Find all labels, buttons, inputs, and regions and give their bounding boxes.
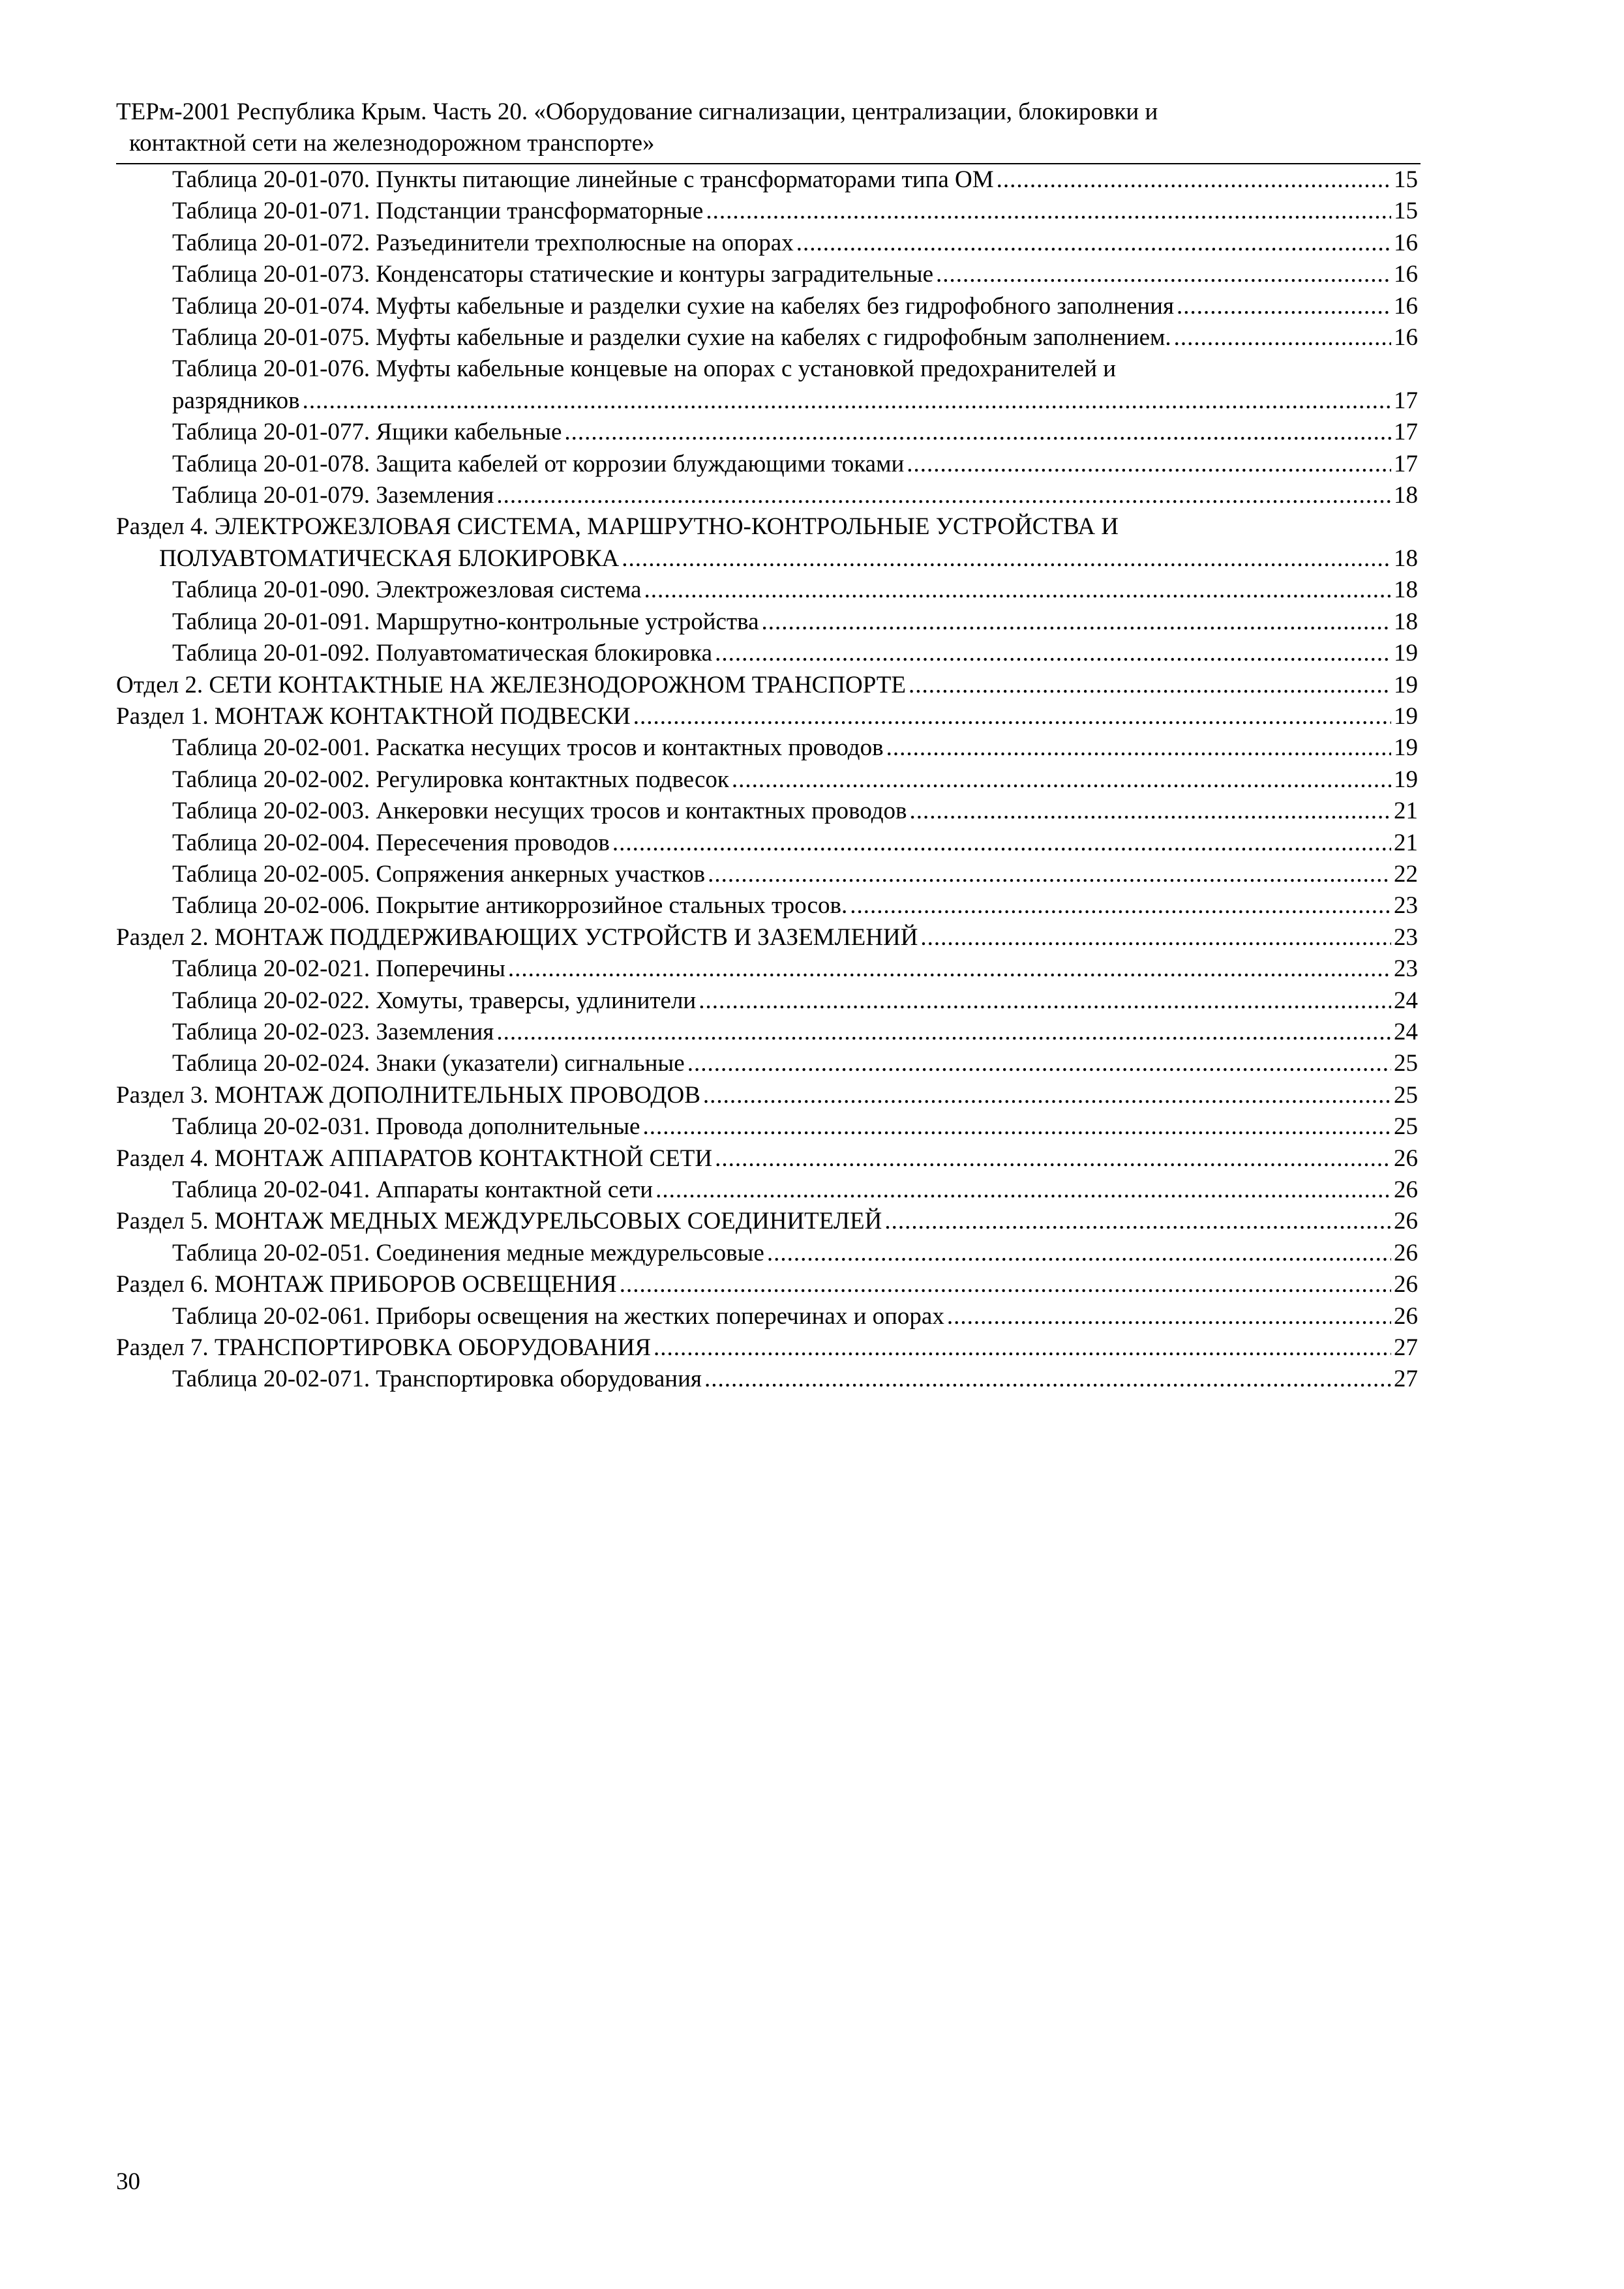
toc-page-number: 26	[1394, 1208, 1418, 1235]
toc-entry-title: Таблица 20-02-001. Раскатка несущих тросов и контактных проводов	[172, 734, 884, 762]
toc-table-entry[interactable]	[116, 353, 1418, 417]
toc-entry-title: Таблица 20-02-002. Регулировка контактных подвесок	[172, 766, 729, 793]
toc-page-number: 16	[1394, 261, 1418, 288]
toc-entry-title: Раздел 3. МОНТАЖ ДОПОЛНИТЕЛЬНЫХ ПРОВОДОВ	[116, 1081, 700, 1109]
toc-table-entry[interactable]	[116, 764, 1418, 796]
dot-leader	[706, 196, 1391, 227]
dot-leader	[687, 1048, 1391, 1079]
dot-leader	[907, 449, 1391, 480]
dot-leader	[886, 732, 1391, 764]
toc-table-entry[interactable]	[116, 259, 1418, 290]
toc-table-entry[interactable]	[116, 732, 1418, 764]
toc-section-entry[interactable]	[116, 1080, 1418, 1111]
toc-entry-title: Таблица 20-01-092. Полуавтоматическая блокировка	[172, 640, 713, 667]
toc-table-entry[interactable]	[116, 890, 1418, 921]
toc-page-number: 26	[1394, 1271, 1418, 1298]
toc-page-number: 18	[1394, 545, 1418, 572]
toc-entry-title: Таблица 20-01-071. Подстанции трансформаторные	[172, 198, 704, 225]
toc-page-number: 16	[1394, 229, 1418, 256]
toc-page-number: 25	[1394, 1050, 1418, 1077]
toc-entry-title: Таблица 20-01-091. Маршрутно-контрольные устройства	[172, 608, 759, 635]
dot-leader	[654, 1332, 1391, 1364]
toc-page-number: 23	[1394, 923, 1418, 951]
toc-entry-title: Таблица 20-02-021. Поперечины	[172, 955, 505, 983]
toc-table-entry[interactable]	[116, 291, 1418, 322]
toc-entry-title: Таблица 20-02-003. Анкеровки несущих тросов и контактных проводов	[172, 798, 907, 825]
dot-leader	[796, 228, 1391, 259]
toc-table-entry[interactable]	[116, 1017, 1418, 1048]
toc-table-entry[interactable]	[116, 638, 1418, 669]
toc-table-entry[interactable]	[116, 1364, 1418, 1395]
toc-page-number: 15	[1394, 166, 1418, 193]
toc-section-entry[interactable]	[116, 922, 1418, 953]
dot-leader	[564, 417, 1391, 448]
toc-page-number: 19	[1394, 640, 1418, 667]
toc-entry-title: Таблица 20-01-079. Заземления	[172, 482, 494, 509]
dot-leader	[655, 1174, 1391, 1206]
page-number: 30	[116, 2168, 140, 2195]
toc-entry-title: Раздел 5. МОНТАЖ МЕДНЫХ МЕЖДУРЕЛЬСОВЫХ СОЕДИНИТЕЛЕЙ	[116, 1208, 882, 1235]
dot-leader	[920, 922, 1391, 953]
toc-section-entry[interactable]	[116, 1269, 1418, 1300]
toc-entry-title: Раздел 7. ТРАНСПОРТИРОВКА ОБОРУДОВАНИЯ	[116, 1334, 652, 1362]
toc-table-entry[interactable]	[116, 1111, 1418, 1143]
toc-entry-title: Отдел 2. СЕТИ КОНТАКТНЫЕ НА ЖЕЛЕЗНОДОРОЖНОМ ТРАНСПОРТЕ	[116, 671, 907, 698]
toc-page-number: 18	[1394, 576, 1418, 604]
dot-leader	[910, 796, 1392, 827]
toc-page-number: 17	[1394, 387, 1418, 414]
dot-leader	[620, 1269, 1391, 1300]
toc-table-entry[interactable]	[116, 1048, 1418, 1079]
toc-page-number: 27	[1394, 1366, 1418, 1393]
toc-table-entry[interactable]	[116, 575, 1418, 606]
dot-leader	[1177, 291, 1391, 322]
toc-section-entry[interactable]	[116, 701, 1418, 732]
toc-entry-title: Таблица 20-01-074. Муфты кабельные и разделки сухие на кабелях без гидрофобного заполнения	[172, 292, 1174, 320]
toc-section-entry[interactable]	[116, 670, 1418, 701]
toc-page-number: 16	[1394, 292, 1418, 320]
dot-leader	[303, 385, 1391, 417]
dot-leader	[496, 1017, 1391, 1048]
dot-leader	[642, 1111, 1391, 1143]
toc-entry-title: Таблица 20-02-024. Знаки (указатели) сигнальные	[172, 1050, 685, 1077]
toc-entry-title: Таблица 20-01-077. Ящики кабельные	[172, 419, 562, 446]
dot-leader	[699, 985, 1391, 1017]
dot-leader	[947, 1301, 1391, 1332]
toc-entry-title: Таблица 20-01-090. Электрожезловая система	[172, 576, 642, 604]
toc-entry-title: Раздел 4. МОНТАЖ АППАРАТОВ КОНТАКТНОЙ СЕТИ	[116, 1144, 713, 1172]
dot-leader	[715, 1143, 1391, 1174]
toc-table-entry[interactable]	[116, 953, 1418, 985]
dot-leader	[508, 953, 1391, 985]
toc-entry-title: Раздел 1. МОНТАЖ КОНТАКТНОЙ ПОДВЕСКИ	[116, 702, 631, 730]
dot-leader	[909, 670, 1391, 701]
toc-table-entry[interactable]	[116, 985, 1418, 1017]
toc-entry-title: Таблица 20-02-061. Приборы освещения на жестких поперечинах и опорах	[172, 1302, 944, 1330]
dot-leader	[496, 480, 1391, 511]
toc-table-entry[interactable]	[116, 606, 1418, 638]
toc-table-entry[interactable]	[116, 417, 1418, 448]
toc-page-number: 19	[1394, 671, 1418, 698]
toc-entry-title: Таблица 20-02-023. Заземления	[172, 1018, 494, 1045]
toc-table-entry[interactable]	[116, 322, 1418, 353]
toc-page-number: 24	[1394, 987, 1418, 1014]
toc-entry-title: Таблица 20-01-073. Конденсаторы статические и контуры заградительные	[172, 261, 934, 288]
toc-page-number: 21	[1394, 798, 1418, 825]
toc-entry-title: Раздел 2. МОНТАЖ ПОДДЕРЖИВАЮЩИХ УСТРОЙСТВ И ЗАЗЕМЛЕНИЙ	[116, 923, 918, 951]
dot-leader	[767, 1238, 1391, 1269]
toc-page-number: 23	[1394, 892, 1418, 920]
dot-leader	[732, 764, 1391, 796]
toc-page-number: 22	[1394, 860, 1418, 888]
dot-leader	[708, 859, 1391, 890]
toc-table-entry[interactable]	[116, 228, 1418, 259]
dot-leader	[612, 828, 1391, 859]
toc-entry-title: разрядников	[172, 387, 300, 414]
toc-entry-title: Таблица 20-02-031. Провода дополнительные	[172, 1113, 640, 1141]
toc-page-number: 27	[1394, 1334, 1418, 1362]
toc-page-number: 15	[1394, 198, 1418, 225]
toc-entry-title: Раздел 6. МОНТАЖ ПРИБОРОВ ОСВЕЩЕНИЯ	[116, 1271, 617, 1298]
toc-entry-title: Таблица 20-02-006. Покрытие антикоррозийное стальных тросов.	[172, 892, 848, 920]
toc-table-entry[interactable]	[116, 1174, 1418, 1206]
toc-entry-title-line: Таблица 20-01-076. Муфты кабельные концевые на опорах с установкой предохранителей и	[172, 355, 1117, 383]
toc-page-number: 24	[1394, 1018, 1418, 1045]
toc-page-number: 21	[1394, 829, 1418, 856]
toc-entry-title: Таблица 20-01-078. Защита кабелей от коррозии блуждающими токами	[172, 450, 905, 477]
table-of-contents	[116, 164, 1418, 1396]
toc-page-number: 19	[1394, 734, 1418, 762]
dot-leader	[633, 701, 1391, 732]
toc-table-entry[interactable]	[116, 480, 1418, 511]
toc-entry-title: Таблица 20-02-051. Соединения медные междурельсовые	[172, 1239, 764, 1266]
toc-page-number: 26	[1394, 1144, 1418, 1172]
dot-leader	[1174, 322, 1391, 353]
toc-table-entry[interactable]	[116, 859, 1418, 890]
toc-page-number: 18	[1394, 608, 1418, 635]
toc-entry-title: ПОЛУАВТОМАТИЧЕСКАЯ БЛОКИРОВКА	[159, 545, 620, 572]
toc-page-number: 17	[1394, 419, 1418, 446]
running-header-line-1: ТЕРм-2001 Республика Крым. Часть 20. «Оборудование сигнализации, централизации, блокировки и	[116, 98, 1158, 125]
toc-page-number: 26	[1394, 1239, 1418, 1266]
dot-leader	[704, 1364, 1391, 1395]
dot-leader	[936, 259, 1391, 290]
toc-entry-title: Таблица 20-02-005. Сопряжения анкерных участков	[172, 860, 706, 888]
toc-page-number: 16	[1394, 324, 1418, 352]
toc-table-entry[interactable]	[116, 1301, 1418, 1332]
toc-entry-title: Таблица 20-02-022. Хомуты, траверсы, удлинители	[172, 987, 697, 1014]
toc-page-number: 25	[1394, 1081, 1418, 1109]
toc-page-number: 19	[1394, 766, 1418, 793]
toc-entry-title: Таблица 20-01-075. Муфты кабельные и разделки сухие на кабелях с гидрофобным заполнением.	[172, 324, 1171, 352]
toc-page-number: 18	[1394, 482, 1418, 509]
toc-entry-title: Таблица 20-02-004. Пересечения проводов	[172, 829, 610, 856]
running-header	[116, 97, 1421, 159]
toc-page-number: 19	[1394, 702, 1418, 730]
dot-leader	[644, 575, 1391, 606]
toc-entry-title: Таблица 20-02-071. Транспортировка оборудования	[172, 1366, 702, 1393]
toc-section-entry[interactable]	[116, 1332, 1418, 1364]
toc-page-number: 26	[1394, 1302, 1418, 1330]
toc-page-number: 23	[1394, 955, 1418, 983]
toc-section-entry[interactable]	[116, 1143, 1418, 1174]
toc-entry-title: Таблица 20-02-041. Аппараты контактной сети	[172, 1176, 654, 1203]
toc-entry-title-line: Раздел 4. ЭЛЕКТРОЖЕЗЛОВАЯ СИСТЕМА, МАРШРУТНО-КОНТРОЛЬНЫЕ УСТРОЙСТВА И	[116, 513, 1119, 541]
dot-leader	[715, 638, 1391, 669]
toc-page-number: 17	[1394, 450, 1418, 477]
dot-leader	[850, 890, 1391, 921]
toc-table-entry[interactable]	[116, 796, 1418, 827]
toc-section-entry[interactable]	[116, 511, 1418, 575]
dot-leader	[622, 543, 1391, 575]
toc-page-number: 25	[1394, 1113, 1418, 1141]
dot-leader	[703, 1080, 1391, 1111]
toc-section-entry[interactable]	[116, 1206, 1418, 1237]
running-header-line-2: контактной сети на железнодорожном транспорте»	[129, 130, 655, 157]
toc-table-entry[interactable]	[116, 449, 1418, 480]
toc-table-entry[interactable]	[116, 1238, 1418, 1269]
toc-table-entry[interactable]	[116, 164, 1418, 196]
dot-leader	[762, 606, 1391, 638]
dot-leader	[884, 1206, 1391, 1237]
toc-page-number: 26	[1394, 1176, 1418, 1203]
toc-entry-title: Таблица 20-01-070. Пункты питающие линейные с трансформаторами типа ОМ	[172, 166, 994, 193]
toc-table-entry[interactable]	[116, 196, 1418, 227]
toc-table-entry[interactable]	[116, 828, 1418, 859]
toc-entry-title: Таблица 20-01-072. Разъединители трехполюсные на опорах	[172, 229, 794, 256]
dot-leader	[997, 164, 1391, 196]
